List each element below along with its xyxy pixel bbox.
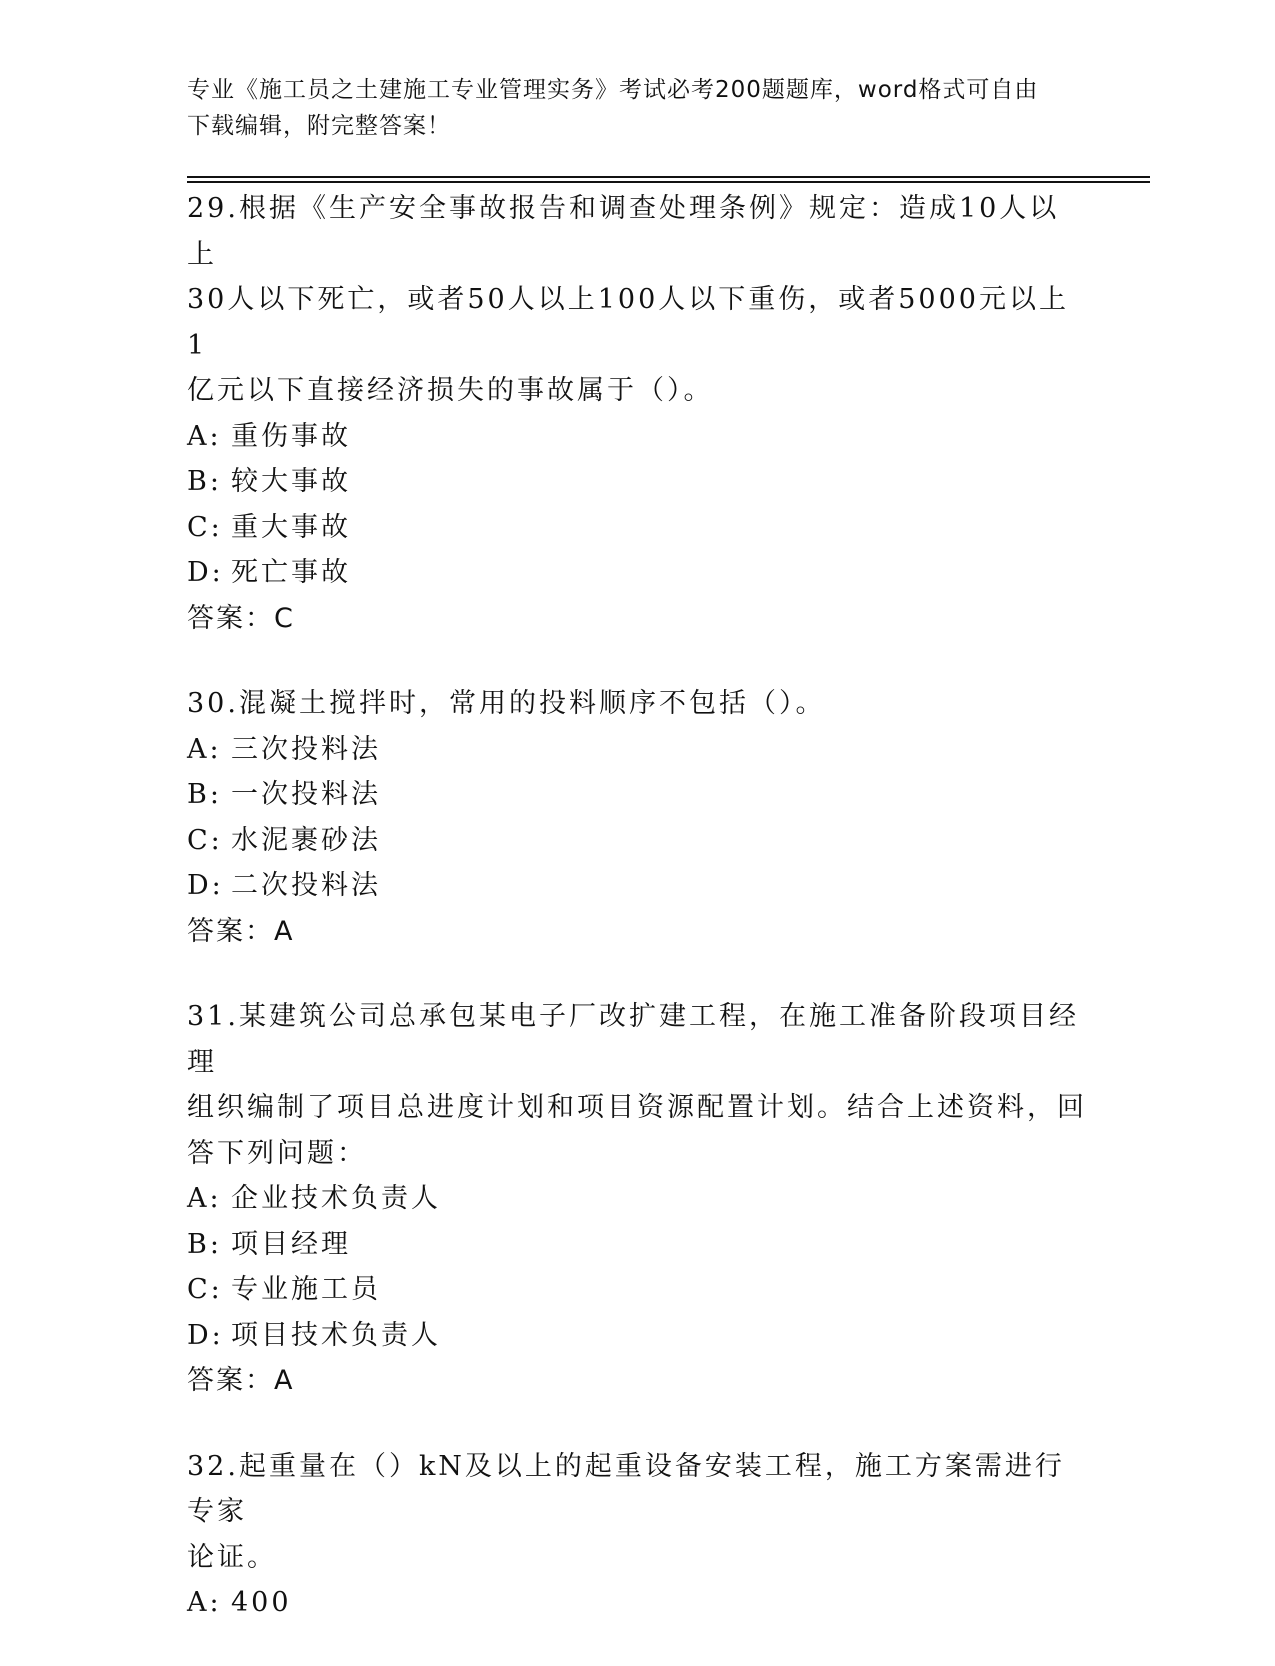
question-text-line: 亿元以下直接经济损失的事故属于（）。 — [187, 375, 714, 406]
question-text-line: 答下列问题： — [187, 1137, 367, 1169]
option-b — [187, 772, 1087, 818]
option-text: 专业施工员 — [231, 1274, 381, 1305]
option-letter: D: — [187, 1319, 224, 1351]
option-text: 水泥裹砂法 — [231, 824, 381, 856]
option-letter: C: — [187, 511, 223, 543]
answer: 答案：A — [187, 1365, 295, 1396]
option-a — [187, 414, 1087, 460]
option-letter: A: — [187, 1587, 222, 1618]
option-letter: D: — [187, 557, 224, 588]
option-text: 三次投料法 — [231, 733, 381, 765]
question-text-line: 32.起重量在（）kN及以上的起重设备安装工程，施工方案需进行专家 — [187, 1450, 1065, 1527]
option-text: 重大事故 — [231, 511, 351, 543]
option-letter: A: — [187, 1183, 222, 1214]
option-d — [187, 1313, 1087, 1359]
option-b — [187, 1222, 1087, 1268]
answer: 答案：A — [187, 915, 295, 947]
option-letter: A: — [187, 420, 222, 452]
question-list — [187, 186, 1087, 1666]
option-c — [187, 1267, 1087, 1313]
option-a — [187, 727, 1087, 773]
question-text-line: 31.某建筑公司总承包某电子厂改扩建工程，在施工准备阶段项目经理 — [187, 1001, 1079, 1078]
question-30 — [187, 681, 1087, 954]
option-d — [187, 863, 1087, 909]
option-letter: C: — [187, 824, 223, 856]
question-text-line: 29.根据《生产安全事故报告和调查处理条例》规定：造成10人以上 — [187, 193, 1060, 270]
option-c — [187, 505, 1087, 551]
option-letter: A: — [187, 733, 222, 765]
document-header — [187, 72, 1067, 144]
question-29 — [187, 186, 1087, 641]
option-letter: B: — [187, 1228, 222, 1260]
option-text: 较大事故 — [231, 466, 351, 497]
option-text: 死亡事故 — [231, 557, 351, 588]
question-text-line: 论证。 — [187, 1541, 277, 1573]
option-text: 一次投料法 — [231, 779, 381, 810]
option-letter: D: — [187, 870, 224, 901]
option-letter: B: — [187, 466, 222, 497]
option-text: 二次投料法 — [231, 870, 381, 901]
header-divider-top — [187, 176, 1150, 178]
option-text: 400 — [231, 1587, 292, 1618]
option-text: 重伤事故 — [231, 420, 351, 452]
header-line-2: 下载编辑，附完整答案！ — [187, 113, 451, 139]
question-31 — [187, 994, 1087, 1404]
question-text-line: 30人以下死亡，或者50人以上100人以下重伤，或者5000元以上1 — [187, 284, 1069, 361]
option-text: 企业技术负责人 — [231, 1183, 441, 1214]
answer: 答案：C — [187, 602, 295, 634]
header-divider-bottom — [187, 181, 1150, 183]
option-letter: C: — [187, 1274, 223, 1305]
question-32 — [187, 1444, 1087, 1626]
option-letter: B: — [187, 779, 222, 810]
option-text: 项目经理 — [231, 1228, 351, 1260]
header-line-1: 专业《施工员之土建施工专业管理实务》考试必考200题题库，word格式可自由 — [187, 77, 1039, 103]
option-a — [187, 1176, 1087, 1222]
option-d — [187, 550, 1087, 596]
option-text: 项目技术负责人 — [231, 1319, 441, 1351]
option-c — [187, 818, 1087, 864]
question-text-line: 30.混凝土搅拌时，常用的投料顺序不包括（）。 — [187, 688, 826, 719]
question-text-line: 组织编制了项目总进度计划和项目资源配置计划。结合上述资料，回 — [187, 1092, 1087, 1123]
option-b — [187, 459, 1087, 505]
option-a — [187, 1580, 1087, 1626]
